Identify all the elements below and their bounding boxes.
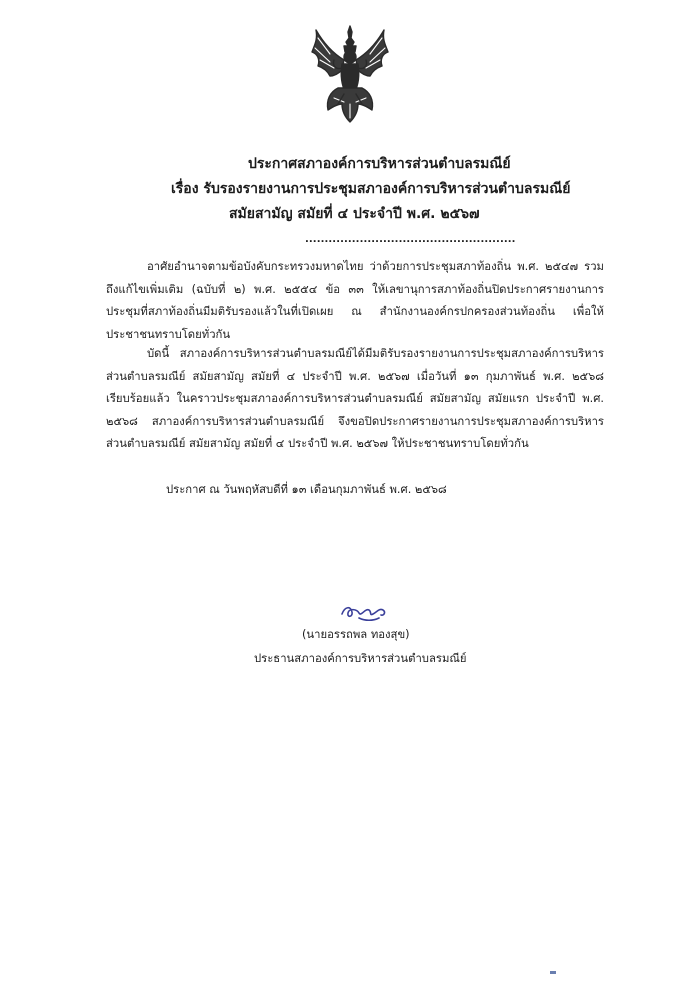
signatory-title: ประธานสภาองค์การบริหารส่วนตำบลรมณีย์ [254,652,467,665]
announcement-title: ประกาศสภาองค์การบริหารส่วนตำบลรมณีย์ [248,156,511,172]
body-paragraph-resolution: บัดนี้ สภาองค์การบริหารส่วนตำบลรมณีย์ได้มีมติรับรองรายงานการประชุมสภาองค์การบริหารส่วนตำบลรมณีย์ สมัยสามัญ สมัยที่ ๔ ประจำปี พ.ศ. ๒๕๖๗ เมื่อวันที่ ๑๓ กุมภาพันธ์ พ.ศ. ๒๕๖๘ เรียบร้อยแล้ว ในคราวประชุมสภาองค์การบริหารส่วนตำบลรมณีย์ สมัยสามัญ สมัยแรก ประจำปี พ.ศ. ๒๕๖๘ สภาองค์การบริหารส่วนตำบลรมณีย์ จึงขอปิดประกาศรายงานการประชุมสภาองค์การบริหารส่วนตำบลรมณีย์ สมัยสามัญ สมัยที่ ๔ ประจำปี พ.ศ. ๒๕๖๗ ให้ประชาชนทราบโดยทั่วกัน [106,347,604,450]
dotted-separator: ...................................................... [305,234,516,245]
announcement-session: สมัยสามัญ สมัยที่ ๔ ประจำปี พ.ศ. ๒๕๖๗ [229,206,480,222]
signatory-name: (นายอรรถพล ทองสุข) [302,628,410,641]
garuda-emblem-icon [308,24,392,124]
announcement-header [160,152,600,227]
body-paragraph-authority: อาศัยอำนาจตามข้อบังคับกระทรวงมหาดไทย ว่าด้วยการประชุมสภาท้องถิ่น พ.ศ. ๒๕๔๗ รวมถึงแก้ไขเพิ่มเติม (ฉบับที่ ๒) พ.ศ. ๒๕๕๔ ข้อ ๓๓ ให้เลขานุการสภาท้องถิ่นปิดประกาศรายงานการประชุมที่สภาท้องถิ่นมีมติรับรองแล้วในที่เปิดเผย ณ สำนักงานองค์กรปกครองส่วนท้องถิ่น เพื่อให้ประชาชนทราบโดยทั่วกัน [106,260,604,341]
proclamation-date: ประกาศ ณ วันพฤหัสบดีที่ ๑๓ เดือนกุมภาพันธ์ พ.ศ. ๒๕๖๘ [166,483,447,496]
announcement-subject: เรื่อง รับรองรายงานการประชุมสภาองค์การบริหารส่วนตำบลรมณีย์ [171,181,571,197]
handwritten-signature-icon [339,600,389,624]
scan-speck [550,960,556,964]
